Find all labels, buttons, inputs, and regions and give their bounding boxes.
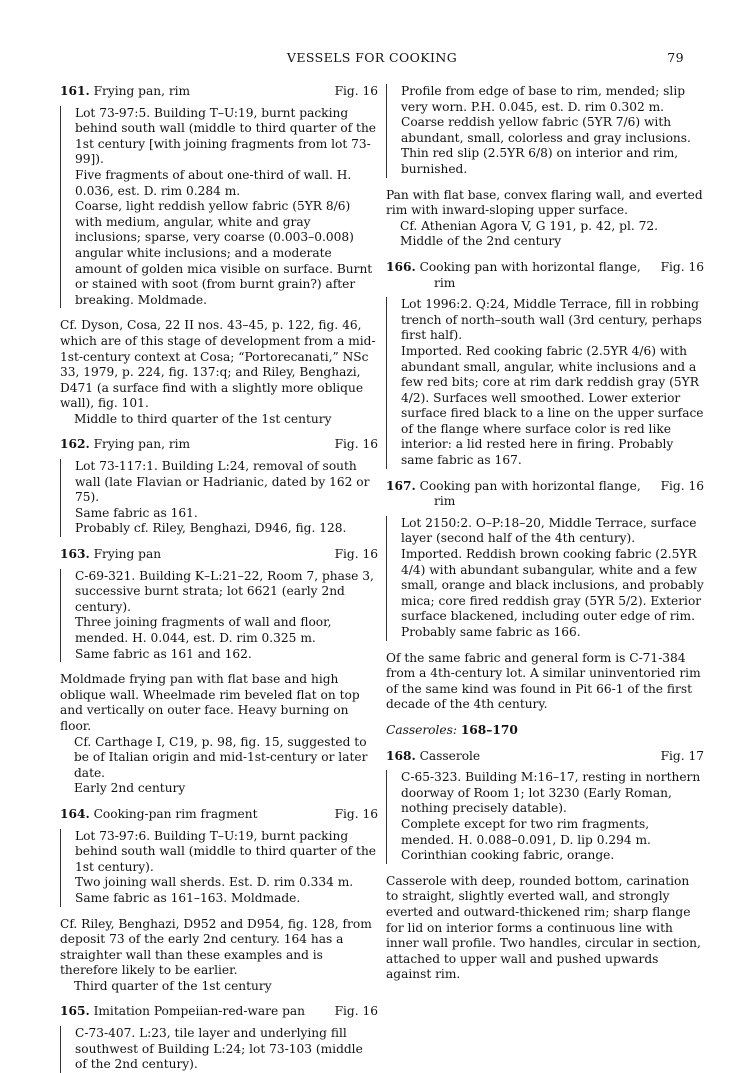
entry-number: 163. — [60, 547, 90, 562]
date-text: Middle of the 2nd century — [400, 234, 562, 249]
figure-reference: Fig. 17 — [660, 748, 704, 763]
fabric-text: Same fabric as 161 and 162. — [75, 646, 252, 661]
entry-title: Frying pan, rim — [93, 437, 191, 452]
entry-heading — [60, 84, 378, 100]
provenance-text: Lot 73-97:6. Building T–U:19, burnt packing behind south wall (middle to third quarter of the 1st century). — [75, 828, 377, 874]
figure-reference: Fig. 16 — [334, 1004, 378, 1019]
entry-heading — [60, 547, 378, 563]
entry-heading — [60, 807, 378, 823]
catalog-entry-165-continued — [386, 84, 704, 250]
figure-reference: Fig. 16 — [334, 547, 378, 562]
entry-number: 164. — [60, 806, 90, 821]
entry-number: 168. — [386, 748, 416, 763]
catalog-entry-164 — [60, 807, 378, 995]
section-label: Casseroles: — [386, 722, 457, 737]
entry-title: Casserole — [419, 748, 481, 763]
dimensions-text: Complete except for two rim fragments, mended. H. 0.088–0.091, D. lip 0.294 m. — [401, 816, 651, 847]
catalog-entry-162 — [60, 437, 378, 537]
entry-discussion — [60, 917, 378, 995]
description-text: Pan with flat base, convex flaring wall, and everted rim with inward-sloping upper surface. — [386, 187, 703, 218]
date-text: Middle to third quarter of the 1st century — [74, 411, 332, 426]
figure-reference: Fig. 16 — [334, 437, 378, 452]
provenance-text: Lot 2150:2. O–P:18–20, Middle Terrace, surface layer (second half of the 4th century). — [401, 515, 697, 546]
catalog-entry-163 — [60, 547, 378, 797]
description-text: Casserole with deep, rounded bottom, carination to straight, slightly everted wall, and strongly everted and outward-thickened rim; sharp flange for lid on interior forms a continuous line with inner wall profile. Two handles, circular in section, attached to upper wall and pushed upwards against rim. — [386, 873, 701, 982]
figure-reference: Fig. 16 — [334, 806, 378, 821]
entry-heading — [60, 1004, 378, 1020]
fabric-text: Coarse reddish yellow fabric (5YR 7/6) with abundant, small, colorless and gray inclusions. Thin red slip (2.5YR 6/8) on interior and rim, burnished. — [401, 115, 691, 176]
date-text: Early 2nd century — [74, 781, 186, 796]
entry-heading — [60, 437, 378, 453]
entry-description — [386, 516, 704, 641]
provenance-text: Lot 73-117:1. Building L:24, removal of south wall (late Flavian or Hadrianic, dated by 162 or 75). — [75, 459, 370, 505]
entry-title-continued: rim — [434, 494, 456, 509]
entry-title: Cooking pan with horizontal flange, — [419, 478, 641, 493]
fabric-text: Imported. Reddish brown cooking fabric (2.5YR 4/4) with abundant subangular, white and a few small, orange and black inclusions, and probably mica; core fired reddish gray (5YR 5/2). Exterior surface blackened, including outer edge of rim. Probably same fabric as 166. — [401, 547, 704, 639]
entry-title: Cooking pan with horizontal flange, — [419, 259, 641, 274]
entry-discussion — [60, 318, 378, 427]
provenance-text: Lot 1996:2. Q:24, Middle Terrace, fill in robbing trench of north–south wall (3rd century, perhaps first half). — [401, 297, 702, 343]
comparanda-text: Cf. Dyson, Cosa, 22 II nos. 43–45, p. 122, fig. 46, which are of this stage of development from a mid-1st-century context at Cosa; “Portorecanati,” NSc 33, 1979, p. 224, fig. 137:q; and Riley, Benghazi, D471 (a surface find with a slightly more oblique wall), fig. 101. — [60, 318, 376, 411]
entry-number: 167. — [386, 478, 416, 493]
entry-description — [386, 84, 704, 178]
comparanda-text: Cf. Riley, Benghazi, D952 and D954, fig. 128, from deposit 73 of the early 2nd century. 164 has a straighter wall than these examples and is therefore likely to be earlier. — [60, 916, 372, 978]
dimensions-text: Five fragments of about one-third of wall. H. 0.036, est. D. rim 0.284 m. — [75, 167, 352, 198]
fabric-text: Same fabric as 161–163. Moldmade. — [75, 890, 301, 905]
provenance-text: Lot 73-97:5. Building T–U:19, burnt packing behind south wall (middle to third quarter of the 1st century [with joining fragments from lot 73-99]). — [75, 105, 377, 167]
entry-discussion — [60, 672, 378, 797]
right-column — [386, 84, 704, 993]
provenance-text: C-73-407. L:23, tile layer and underlying fill southwest of Building L:24; lot 73-103 (middle of the 2nd century). — [75, 1026, 363, 1072]
entry-description — [60, 829, 378, 907]
entry-number: 162. — [60, 437, 90, 452]
section-range: 168–170 — [460, 722, 518, 737]
catalog-entry-168 — [386, 749, 704, 983]
entry-description — [60, 459, 378, 537]
dimensions-text: Two joining wall sherds. Est. D. rim 0.334 m. — [75, 875, 354, 890]
description-text: Moldmade frying pan with flat base and high oblique wall. Wheelmade rim beveled flat on top and vertically on outer face. Heavy burning on floor. — [60, 672, 360, 733]
fabric-text: Same fabric as 161. — [75, 505, 198, 520]
figure-reference: Fig. 16 — [660, 259, 704, 274]
entry-number: 161. — [60, 84, 90, 98]
entry-description — [60, 106, 378, 309]
dimensions-text: Three joining fragments of wall and floor, mended. H. 0.044, est. D. rim 0.325 m. — [75, 615, 332, 645]
section-heading-casseroles — [386, 723, 704, 739]
comparanda-text: Cf. Carthage I, C19, p. 98, fig. 15, suggested to be of Italian origin and mid-1st-century or later date. — [74, 734, 368, 780]
entry-description — [386, 770, 704, 864]
entry-title: Frying pan, rim — [93, 84, 191, 98]
entry-number: 165. — [60, 1004, 90, 1019]
provenance-text: C-69-321. Building K–L:21–22, Room 7, phase 3, successive burnt strata; lot 6621 (early 2nd century). — [75, 568, 374, 614]
entry-description — [386, 297, 704, 469]
catalog-entry-165 — [60, 1004, 378, 1072]
entry-discussion — [386, 651, 704, 713]
entry-title: Imitation Pompeiian-red-ware pan — [93, 1004, 305, 1019]
catalog-entry-166 — [386, 260, 704, 469]
figure-reference: Fig. 16 — [334, 84, 378, 98]
comparanda-text: Of the same fabric and general form is C-71-384 from a 4th-century lot. A similar uninventoried rim of the same kind was found in Pit 66-1 of the first decade of the 4th century. — [386, 650, 701, 712]
entry-title-continued: rim — [434, 275, 456, 290]
entry-heading — [386, 479, 704, 510]
catalog-entry-167 — [386, 479, 704, 713]
entry-description — [60, 569, 378, 663]
figure-reference: Fig. 16 — [660, 478, 704, 493]
provenance-text: C-65-323. Building M:16–17, resting in northern doorway of Room 1; lot 3230 (Early Roman, nothing precisely datable). — [401, 770, 701, 816]
fabric-text: Corinthian cooking fabric, orange. — [401, 848, 615, 863]
fabric-text: Coarse, light reddish yellow fabric (5YR 8/6) with medium, angular, white and gray inclusions; sparse, very coarse (0.003–0.008) angular white inclusions; and a moderate amount of golden mica visible on surface. Burnt or stained with soot (from burnt grain?) after breaking. Moldmade. — [75, 199, 373, 307]
catalog-entry-161 — [60, 84, 378, 427]
entry-title: Cooking-pan rim fragment — [93, 806, 258, 821]
page-number: 79 — [667, 50, 684, 65]
entry-discussion — [386, 874, 704, 983]
entry-heading — [386, 260, 704, 291]
fabric-text: Imported. Red cooking fabric (2.5YR 4/6) with abundant small, angular, white inclusions and a few red bits; core at rim dark reddish gray (5YR 4/2). Surfaces well smoothed. Lower exterior surface fired black to a line on the upper surface of the flange where surface color is red like interior: a lid rested here in firing. Probably same fabric as 167. — [401, 343, 704, 468]
dimensions-text: Profile from edge of base to rim, mended; slip very worn. P.H. 0.045, est. D. rim 0.302 m. — [401, 84, 686, 114]
date-text: Third quarter of the 1st century — [74, 978, 272, 993]
left-column — [60, 84, 378, 1073]
running-title: VESSELS FOR COOKING — [286, 50, 458, 65]
entry-title: Frying pan — [93, 547, 162, 562]
entry-number: 166. — [386, 259, 416, 274]
entry-heading — [386, 749, 704, 765]
comparanda-text: Cf. Athenian Agora V, G 191, p. 42, pl. 72. — [400, 218, 659, 233]
entry-description — [60, 1026, 378, 1073]
comparanda-text: Probably cf. Riley, Benghazi, D946, fig. 128. — [75, 521, 347, 536]
entry-discussion — [386, 188, 704, 250]
